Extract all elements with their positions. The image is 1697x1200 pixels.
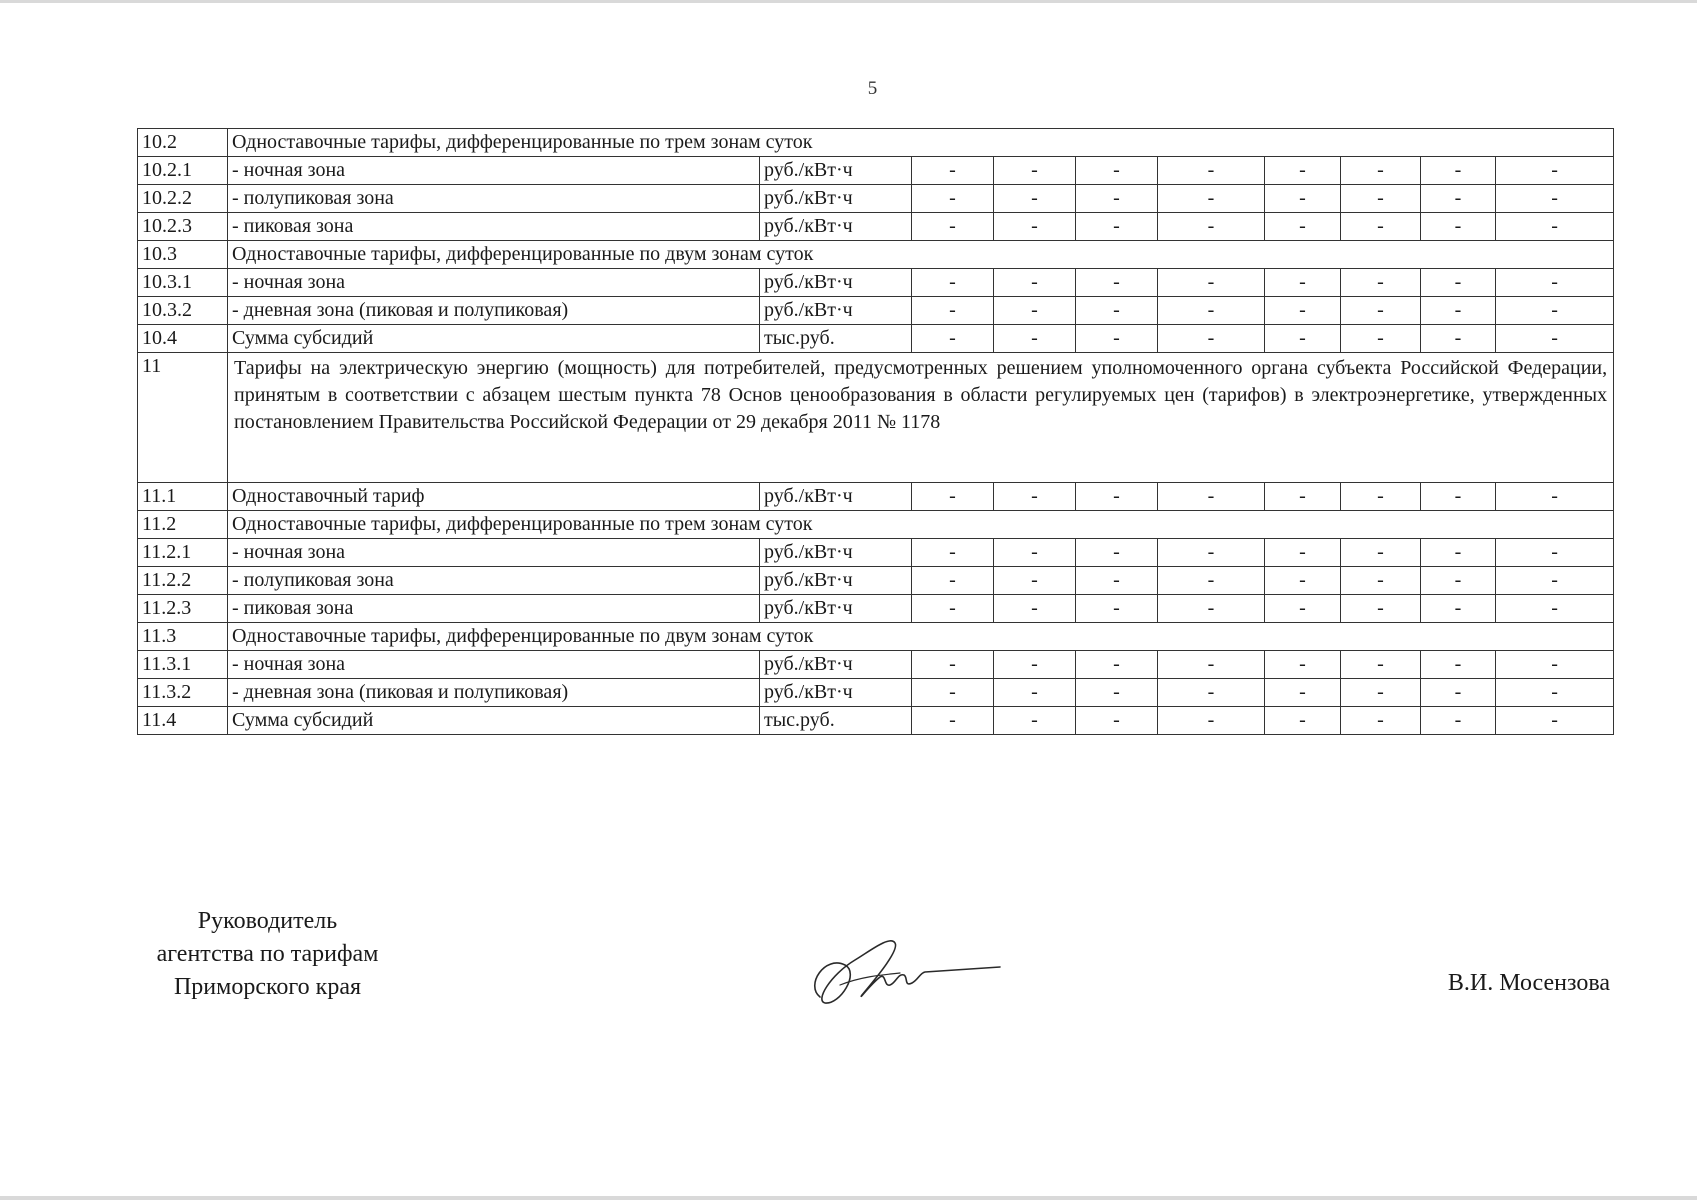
- value-cell: -: [1341, 595, 1421, 623]
- value-cell: -: [994, 325, 1076, 353]
- table-row: [138, 157, 1614, 185]
- row-number: 11.3.2: [138, 679, 228, 707]
- value-cell: -: [994, 595, 1076, 623]
- row-number: 11.4: [138, 707, 228, 735]
- signatory-title: [130, 905, 405, 1004]
- row-number: 10.2.2: [138, 185, 228, 213]
- table-row: [138, 241, 1614, 269]
- value-cell: -: [1341, 567, 1421, 595]
- row-label: Тарифы на электрическую энергию (мощность) для потребителей, предусмотренных решением уполномоченного органа субъекта Российской Федерации, принятым в соответствии с абзацем шестым пункта 78 Основ ценообразования в области регулируемых цен (тарифов) в электроэнергетике, утвержденных постановлением Правительства Российской Федерации от 29 декабря 2011 № 1178: [228, 353, 1614, 483]
- row-number: 11.2.3: [138, 595, 228, 623]
- value-cell: -: [1265, 157, 1341, 185]
- value-cell: -: [1265, 213, 1341, 241]
- value-cell: -: [1076, 157, 1158, 185]
- row-number: 10.4: [138, 325, 228, 353]
- page-edge-top: [0, 0, 1697, 3]
- row-number: 11.2: [138, 511, 228, 539]
- table-row: [138, 511, 1614, 539]
- row-unit: руб./кВт·ч: [760, 679, 912, 707]
- value-cell: -: [1496, 679, 1614, 707]
- value-cell: -: [1421, 483, 1496, 511]
- value-cell: -: [1265, 651, 1341, 679]
- table-row: [138, 353, 1614, 483]
- row-number: 10.3.1: [138, 269, 228, 297]
- row-label: - дневная зона (пиковая и полупиковая): [228, 679, 760, 707]
- row-unit: руб./кВт·ч: [760, 567, 912, 595]
- value-cell: -: [912, 539, 994, 567]
- row-label: - ночная зона: [228, 539, 760, 567]
- value-cell: -: [1341, 297, 1421, 325]
- value-cell: -: [1496, 185, 1614, 213]
- value-cell: -: [1496, 297, 1614, 325]
- value-cell: -: [1265, 679, 1341, 707]
- table-row: [138, 567, 1614, 595]
- row-number: 10.3.2: [138, 297, 228, 325]
- row-label: Сумма субсидий: [228, 325, 760, 353]
- value-cell: -: [912, 297, 994, 325]
- value-cell: -: [912, 651, 994, 679]
- signer-name: В.И. Мосензова: [1447, 970, 1610, 996]
- value-cell: -: [1158, 567, 1265, 595]
- table-row: [138, 707, 1614, 735]
- table-row: [138, 269, 1614, 297]
- value-cell: -: [1158, 269, 1265, 297]
- value-cell: -: [1421, 651, 1496, 679]
- value-cell: -: [1265, 325, 1341, 353]
- row-label: Одноставочные тарифы, дифференцированные по трем зонам суток: [228, 129, 1614, 157]
- table-row: [138, 651, 1614, 679]
- value-cell: -: [994, 213, 1076, 241]
- row-unit: руб./кВт·ч: [760, 213, 912, 241]
- row-label: - полупиковая зона: [228, 185, 760, 213]
- value-cell: -: [912, 483, 994, 511]
- value-cell: -: [1265, 567, 1341, 595]
- row-unit: руб./кВт·ч: [760, 269, 912, 297]
- value-cell: -: [1158, 213, 1265, 241]
- signatory-title-line: агентства по тарифам: [156, 941, 379, 967]
- value-cell: -: [1496, 651, 1614, 679]
- value-cell: -: [994, 269, 1076, 297]
- row-number: 11.3.1: [138, 651, 228, 679]
- table-row: [138, 539, 1614, 567]
- row-label: - ночная зона: [228, 269, 760, 297]
- value-cell: -: [912, 595, 994, 623]
- row-unit: руб./кВт·ч: [760, 483, 912, 511]
- value-cell: -: [1158, 595, 1265, 623]
- row-unit: тыс.руб.: [760, 325, 912, 353]
- value-cell: -: [1341, 269, 1421, 297]
- value-cell: -: [1265, 707, 1341, 735]
- value-cell: -: [1496, 707, 1614, 735]
- value-cell: -: [994, 679, 1076, 707]
- value-cell: -: [912, 213, 994, 241]
- value-cell: -: [1158, 185, 1265, 213]
- table-row: [138, 483, 1614, 511]
- value-cell: -: [1076, 483, 1158, 511]
- value-cell: -: [1158, 325, 1265, 353]
- table-row: [138, 297, 1614, 325]
- value-cell: -: [994, 157, 1076, 185]
- value-cell: -: [1341, 325, 1421, 353]
- value-cell: -: [1076, 651, 1158, 679]
- value-cell: -: [1496, 269, 1614, 297]
- value-cell: -: [912, 707, 994, 735]
- value-cell: -: [1496, 157, 1614, 185]
- value-cell: -: [1496, 325, 1614, 353]
- table-row: [138, 129, 1614, 157]
- signatory-title-line: Приморского края: [173, 974, 362, 1000]
- row-label: Одноставочный тариф: [228, 483, 760, 511]
- value-cell: -: [1496, 483, 1614, 511]
- table-row: [138, 595, 1614, 623]
- tariff-table: [137, 128, 1614, 735]
- row-label: - пиковая зона: [228, 213, 760, 241]
- value-cell: -: [1158, 157, 1265, 185]
- value-cell: -: [1265, 539, 1341, 567]
- value-cell: -: [1076, 679, 1158, 707]
- value-cell: -: [1265, 297, 1341, 325]
- value-cell: -: [1341, 213, 1421, 241]
- row-unit: руб./кВт·ч: [760, 185, 912, 213]
- value-cell: -: [1076, 297, 1158, 325]
- value-cell: -: [912, 679, 994, 707]
- value-cell: -: [1158, 539, 1265, 567]
- value-cell: -: [994, 567, 1076, 595]
- value-cell: -: [1421, 325, 1496, 353]
- value-cell: -: [1421, 707, 1496, 735]
- table-row: [138, 185, 1614, 213]
- row-unit: руб./кВт·ч: [760, 297, 912, 325]
- row-unit: руб./кВт·ч: [760, 595, 912, 623]
- value-cell: -: [1421, 567, 1496, 595]
- value-cell: -: [1421, 539, 1496, 567]
- signatory-title-line: Руководитель: [197, 908, 338, 934]
- value-cell: -: [1076, 185, 1158, 213]
- value-cell: -: [1265, 483, 1341, 511]
- row-label: Одноставочные тарифы, дифференцированные по двум зонам суток: [228, 623, 1614, 651]
- value-cell: -: [912, 269, 994, 297]
- value-cell: -: [1496, 567, 1614, 595]
- table-row: [138, 623, 1614, 651]
- row-number: 11.2.2: [138, 567, 228, 595]
- value-cell: -: [1076, 213, 1158, 241]
- value-cell: -: [1076, 269, 1158, 297]
- value-cell: -: [1421, 679, 1496, 707]
- row-number: 10.2.3: [138, 213, 228, 241]
- table-row: [138, 325, 1614, 353]
- value-cell: -: [994, 483, 1076, 511]
- row-number: 11.3: [138, 623, 228, 651]
- row-unit: руб./кВт·ч: [760, 651, 912, 679]
- row-label: - ночная зона: [228, 651, 760, 679]
- row-label: Сумма субсидий: [228, 707, 760, 735]
- value-cell: -: [1421, 185, 1496, 213]
- row-label: - полупиковая зона: [228, 567, 760, 595]
- value-cell: -: [912, 157, 994, 185]
- tariff-table-body: [138, 129, 1614, 735]
- table-row: [138, 679, 1614, 707]
- value-cell: -: [1158, 483, 1265, 511]
- value-cell: -: [912, 567, 994, 595]
- row-label: - дневная зона (пиковая и полупиковая): [228, 297, 760, 325]
- row-label: - пиковая зона: [228, 595, 760, 623]
- row-number: 11.2.1: [138, 539, 228, 567]
- value-cell: -: [1158, 707, 1265, 735]
- value-cell: -: [1341, 679, 1421, 707]
- value-cell: -: [1265, 269, 1341, 297]
- value-cell: -: [1421, 269, 1496, 297]
- value-cell: -: [1496, 213, 1614, 241]
- row-number: 11.1: [138, 483, 228, 511]
- row-unit: руб./кВт·ч: [760, 539, 912, 567]
- value-cell: -: [1496, 595, 1614, 623]
- value-cell: -: [994, 539, 1076, 567]
- value-cell: -: [1076, 325, 1158, 353]
- value-cell: -: [1076, 539, 1158, 567]
- value-cell: -: [1341, 483, 1421, 511]
- value-cell: -: [994, 651, 1076, 679]
- value-cell: -: [994, 185, 1076, 213]
- value-cell: -: [1076, 567, 1158, 595]
- value-cell: -: [1341, 539, 1421, 567]
- row-label: - ночная зона: [228, 157, 760, 185]
- value-cell: -: [1421, 595, 1496, 623]
- value-cell: -: [1341, 185, 1421, 213]
- value-cell: -: [1421, 297, 1496, 325]
- value-cell: -: [1341, 157, 1421, 185]
- row-label: Одноставочные тарифы, дифференцированные по двум зонам суток: [228, 241, 1614, 269]
- row-unit: тыс.руб.: [760, 707, 912, 735]
- value-cell: -: [1421, 213, 1496, 241]
- value-cell: -: [1076, 595, 1158, 623]
- value-cell: -: [1158, 651, 1265, 679]
- value-cell: -: [1265, 185, 1341, 213]
- value-cell: -: [994, 297, 1076, 325]
- table-row: [138, 213, 1614, 241]
- value-cell: -: [912, 325, 994, 353]
- page-edge-bottom: [0, 1196, 1697, 1200]
- value-cell: -: [1076, 707, 1158, 735]
- value-cell: -: [1265, 595, 1341, 623]
- value-cell: -: [1158, 679, 1265, 707]
- row-unit: руб./кВт·ч: [760, 157, 912, 185]
- value-cell: -: [912, 185, 994, 213]
- row-number: 10.2: [138, 129, 228, 157]
- value-cell: -: [1341, 651, 1421, 679]
- row-number: 10.2.1: [138, 157, 228, 185]
- value-cell: -: [994, 707, 1076, 735]
- page-number: 5: [867, 78, 878, 99]
- value-cell: -: [1341, 707, 1421, 735]
- value-cell: -: [1496, 539, 1614, 567]
- row-number: 10.3: [138, 241, 228, 269]
- value-cell: -: [1158, 297, 1265, 325]
- handwritten-signature: [800, 925, 1010, 1015]
- row-number: 11: [138, 353, 228, 483]
- value-cell: -: [1421, 157, 1496, 185]
- row-label: Одноставочные тарифы, дифференцированные по трем зонам суток: [228, 511, 1614, 539]
